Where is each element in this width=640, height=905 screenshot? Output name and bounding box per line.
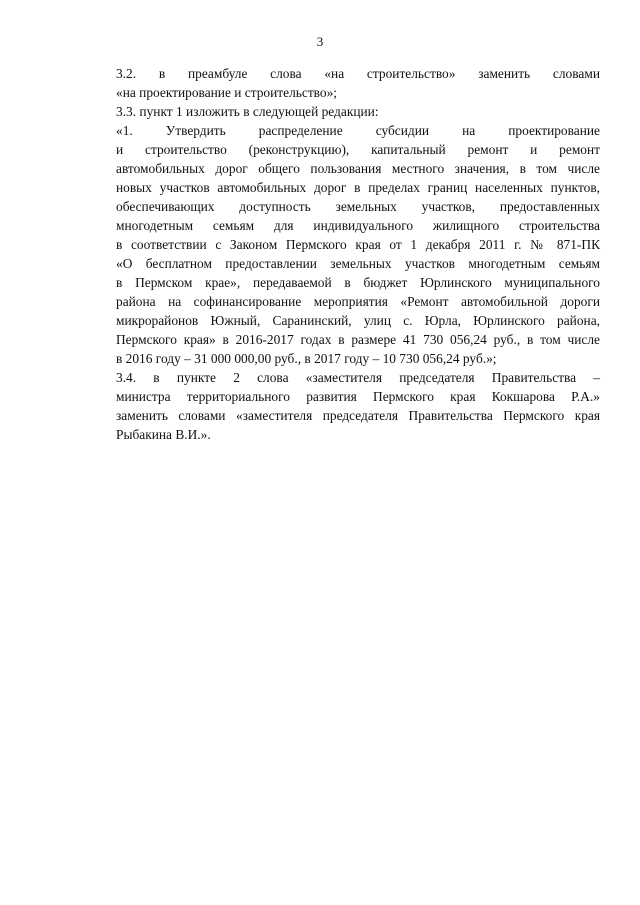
text-line: многодетным семьям для индивидуального жилищного строительства: [116, 218, 600, 233]
text-line: в 2016 году – 31 000 000,00 руб., в 2017 году – 10 730 056,24 руб.»;: [116, 351, 497, 366]
paragraph-3-3: [84, 102, 600, 121]
document-body: [84, 64, 600, 444]
text-line: обеспечивающих доступность земельных участков, предоставленных: [116, 199, 600, 214]
text-line: 3.4. в пункте 2 слова «заместителя председателя Правительства –: [116, 370, 600, 385]
text-line: Рыбакина В.И.».: [116, 427, 211, 442]
text-line: микрорайонов Южный, Саранинский, улиц с. Юрла, Юрлинского района,: [116, 313, 600, 328]
paragraph-3-4: [84, 368, 600, 444]
text-line: «О бесплатном предоставлении земельных участков многодетным семьям: [116, 256, 600, 271]
text-line: в Пермском крае», передаваемой в бюджет Юрлинского муниципального: [116, 275, 600, 290]
text-line: «на проектирование и строительство»;: [116, 85, 338, 100]
text-line: 3.2. в преамбуле слова «на строительство» заменить словами: [116, 66, 600, 81]
text-line: новых участков автомобильных дорог в пределах границ населенных пунктов,: [116, 180, 600, 195]
text-line: Пермского края» в 2016-2017 годах в размере 41 730 056,24 руб., в том числе: [116, 332, 600, 347]
text-line: в соответствии с Законом Пермского края от 1 декабря 2011 г. № 871-ПК: [116, 237, 600, 252]
text-line: автомобильных дорог общего пользования местного значения, в том числе: [116, 161, 600, 176]
page-number: 3: [316, 34, 324, 49]
paragraph-3-2: [84, 64, 600, 102]
text-line: и строительство (реконструкцию), капитальный ремонт и ремонт: [116, 142, 600, 157]
text-line: района на софинансирование мероприятия «Ремонт автомобильной дороги: [116, 294, 600, 309]
text-line: заменить словами «заместителя председателя Правительства Пермского края: [116, 408, 600, 423]
paragraph-point-1: [84, 121, 600, 368]
text-line: 3.3. пункт 1 изложить в следующей редакции:: [116, 104, 379, 119]
text-line: «1. Утвердить распределение субсидии на проектирование: [116, 123, 600, 138]
text-line: министра территориального развития Пермского края Кокшарова Р.А.»: [116, 389, 600, 404]
